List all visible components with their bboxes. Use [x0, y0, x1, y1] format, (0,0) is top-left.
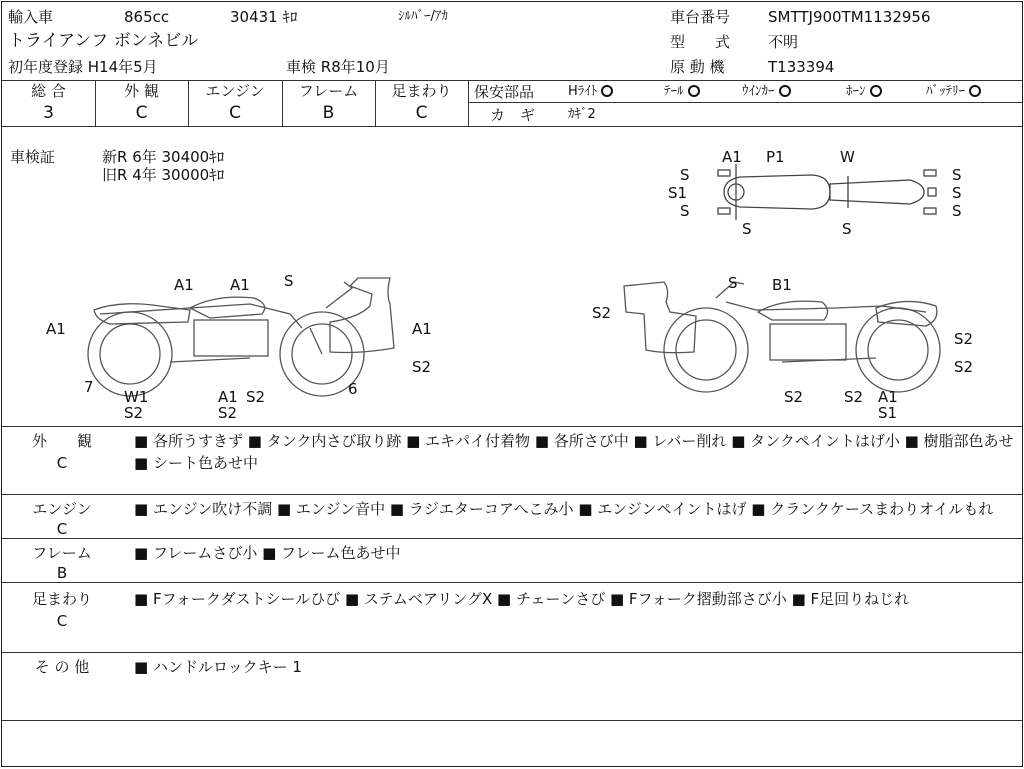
remarks-bottom-line	[2, 720, 1022, 721]
diag-label: S2	[218, 404, 238, 422]
safety-taillight: ﾃｰﾙ	[664, 83, 700, 101]
mileage: 30431 ｷﾛ	[230, 8, 298, 26]
diag-label: S2	[246, 388, 266, 406]
safety-headlight: Hﾗｲﾄ	[568, 83, 613, 101]
engine-notes: ■ エンジン吹け不調 ■ エンジン音中 ■ ラジエターコアへこみ小 ■ エンジンペイントはげ ■ クランクケースまわりオイルもれ	[134, 500, 994, 518]
engine	[194, 320, 268, 356]
displacement: 865cc	[124, 8, 170, 26]
seat-outline	[830, 180, 924, 204]
diag-label: S	[952, 184, 962, 202]
diag-label: P1	[766, 148, 785, 166]
grade-frame-label: フレーム	[298, 82, 359, 100]
bike-top-view-diagram	[662, 144, 982, 242]
other-title: そ の 他	[34, 658, 90, 676]
grade-suspension-label: 足まわり	[391, 82, 452, 100]
engine-grade: C	[56, 520, 68, 538]
diag-label: A1	[46, 320, 66, 338]
ok-circle-icon	[688, 85, 700, 97]
diag-label: S2	[954, 330, 974, 348]
remarks-line	[2, 494, 1022, 495]
cert-new-line: 新R 6年 30400ｷﾛ	[102, 148, 225, 166]
type-value: 不明	[768, 33, 799, 51]
safety-horn: ﾎｰﾝ	[846, 83, 882, 101]
diag-label: S2	[124, 404, 144, 422]
exterior-grade: C	[56, 454, 68, 472]
frame-title: フレーム	[32, 544, 92, 562]
diag-label: A1	[174, 276, 194, 294]
inspection-date: 車検 R8年10月	[286, 58, 390, 76]
diag-label: A1	[218, 388, 238, 406]
grade-engine-value: C	[229, 103, 241, 123]
diag-label: S1	[878, 404, 898, 422]
key-label: カ ギ	[490, 106, 536, 124]
handlebar	[326, 282, 352, 308]
safety-battery: ﾊﾞｯﾃﾘｰ	[926, 83, 981, 101]
tank	[758, 301, 828, 320]
tank-outline	[724, 175, 830, 209]
remarks-line	[2, 538, 1022, 539]
remarks-line	[2, 582, 1022, 583]
diag-label: S2	[412, 358, 432, 376]
grade-divider	[468, 80, 469, 126]
grade-engine-label: エンジン	[205, 82, 265, 100]
diag-label: S2	[954, 358, 974, 376]
exterior-notes: ■ 各所うすきず ■ タンク内さび取り跡 ■ エキパイ付着物 ■ 各所さび中 ■ レバー削れ ■ タンクペイントはげ小 ■ 樹脂部色あせ ■ シート色あせ中	[134, 432, 1014, 472]
frame-no: SMTTJ900TM1132956	[768, 8, 931, 26]
engine-value: T133394	[768, 58, 835, 76]
cert-old-line: 旧R 4年 30000ｷﾛ	[102, 166, 225, 184]
diag-label: A1	[878, 388, 898, 406]
ok-circle-icon	[601, 85, 613, 97]
diag-label: A1	[412, 320, 432, 338]
exhaust	[170, 358, 250, 362]
color: ｼﾙﾊﾞｰ/ｱｶ	[398, 9, 448, 24]
grade-top-line	[2, 80, 1022, 81]
diag-label: S2	[844, 388, 864, 406]
suspension-notes: ■ Fフォークダストシールひび ■ ステムベアリングX ■ チェーンさび ■ Fフォーク摺動部さび小 ■ F足回りねじれ	[134, 590, 910, 608]
engine-title: エンジン	[32, 500, 92, 518]
grade-total-label: 総 合	[31, 82, 66, 100]
diag-label: S	[680, 166, 690, 184]
engine-label: 原 動 機	[670, 58, 725, 76]
frame-grade: B	[56, 564, 68, 582]
grade-bottom-line	[2, 126, 1022, 127]
cert-label: 車検証	[10, 148, 56, 166]
diag-label: S	[284, 272, 294, 290]
grade-frame-value: B	[322, 103, 335, 123]
ok-circle-icon	[870, 85, 882, 97]
ok-circle-icon	[779, 85, 791, 97]
other-notes: ■ ハンドルロックキー 1	[134, 658, 302, 676]
inspection-sheet	[1, 1, 1023, 767]
bike-left-view-diagram	[40, 270, 460, 422]
safety-title: 保安部品	[474, 83, 535, 101]
diag-label: A1	[722, 148, 742, 166]
suspension-title: 足まわり	[31, 590, 92, 608]
diag-label: W1	[124, 388, 149, 406]
diag-label: A1	[230, 276, 250, 294]
suspension-grade: C	[56, 612, 68, 630]
diag-label: S	[680, 202, 690, 220]
bike-right-view-diagram	[586, 268, 986, 422]
seat	[876, 301, 937, 326]
diag-label: S	[952, 166, 962, 184]
front-fairing	[624, 282, 696, 353]
engine	[770, 324, 846, 360]
diag-label: S	[728, 274, 738, 292]
exterior-title: 外 観	[31, 432, 92, 450]
model-name: トライアンフ ボンネビル	[8, 31, 199, 51]
diag-label: S	[842, 220, 852, 238]
safety-winker: ｳｲﾝｶｰ	[742, 83, 791, 101]
frame-no-label: 車台番号	[670, 8, 731, 26]
grade-total-value: 3	[43, 103, 54, 123]
diag-label: 7	[84, 378, 94, 396]
diag-label: W	[840, 148, 855, 166]
remarks-top-line	[2, 426, 1022, 427]
diag-label: B1	[772, 276, 792, 294]
key-value: ｶｷﾞ2	[568, 107, 596, 122]
remarks-line	[2, 652, 1022, 653]
grade-exterior-value: C	[135, 103, 148, 123]
safety-mid-line	[468, 102, 1022, 103]
grade-suspension-value: C	[415, 103, 428, 123]
type-label: 型 式	[670, 33, 731, 51]
diag-label: 6	[348, 380, 358, 398]
diag-label: S2	[592, 304, 612, 322]
frame-notes: ■ フレームさび小 ■ フレーム色あせ中	[134, 544, 401, 562]
grade-exterior-label: 外 観	[124, 82, 159, 100]
diag-label: S2	[784, 388, 804, 406]
diag-label: S	[742, 220, 752, 238]
diag-label: S1	[668, 184, 688, 202]
first-registration: 初年度登録 H14年5月	[8, 58, 158, 76]
ok-circle-icon	[969, 85, 981, 97]
import-label: 輸入車	[8, 8, 54, 26]
diag-label: S	[952, 202, 962, 220]
